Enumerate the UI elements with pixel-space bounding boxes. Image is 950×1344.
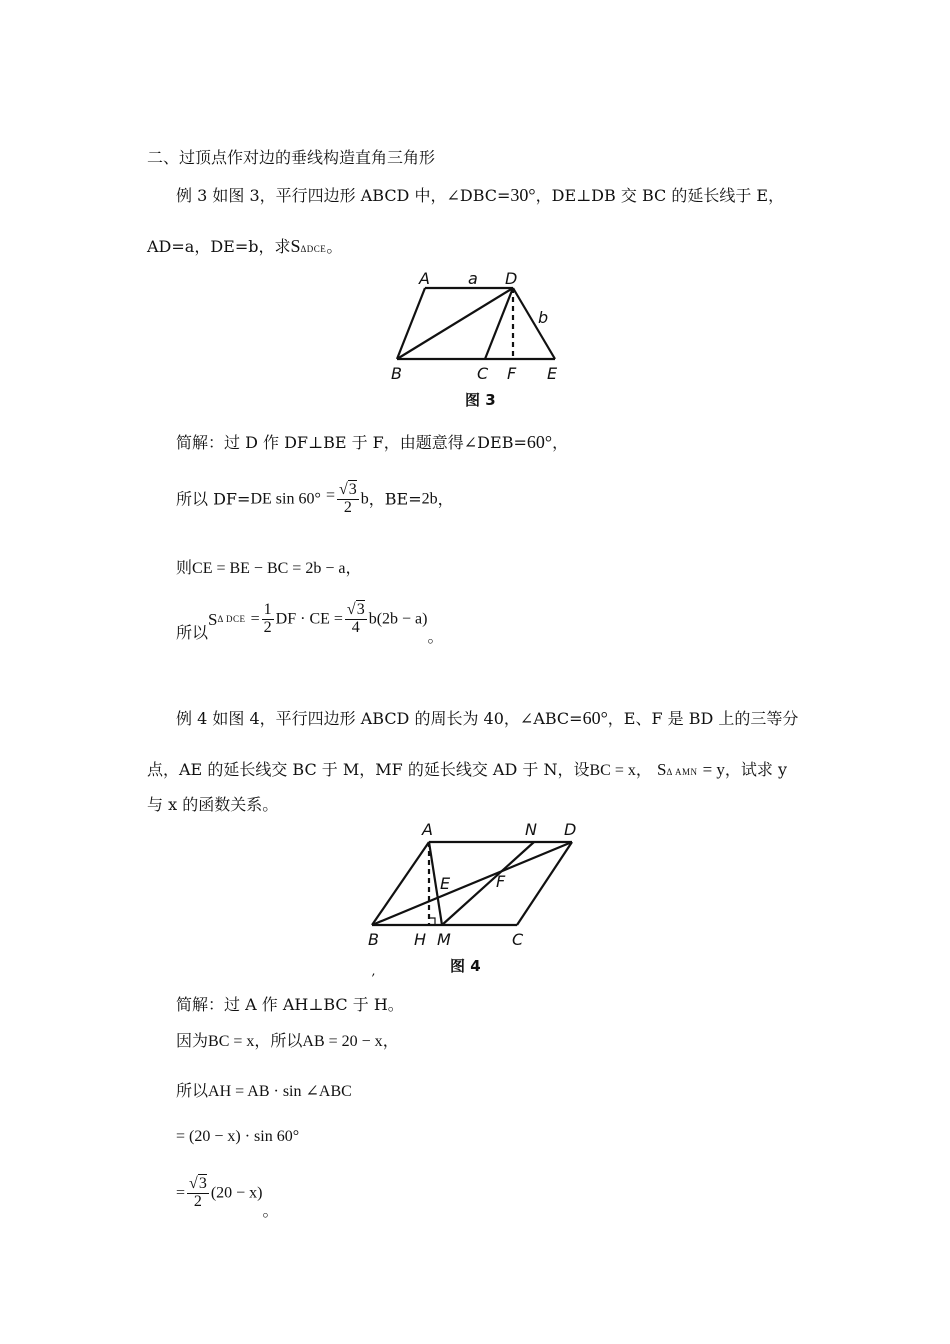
ex3-line1-a: 例 3 如图 3，平行四边形 ABCD 中，∠DBC= [176,186,511,205]
ex3-denominator-2b: 2 [263,618,272,636]
ex3-sol1-a: 简解：过 D 作 DF⊥BE 于 F，由题意得∠DEB= [176,433,527,452]
fig4-label-n: N [525,820,537,839]
fig3-label-b: B [391,364,402,383]
ex3-angle-deb: 60° [526,432,553,452]
ex3-sol2-end: ， [437,489,454,509]
ex3-area-subscript: ΔDCE [300,244,327,254]
ex3-sol4-end: 。 [427,626,444,646]
ex4-area-symbol: S [656,760,667,779]
ex4-solution-line1: 简解：过 A 作 AH⊥BC 于 H。 [176,995,404,1014]
ex3-sol4-equals: = [250,610,260,628]
ex3-sqrt3-b: 3 [356,601,365,618]
ex3-angle-dbc: 30° [510,185,536,205]
ex4-sol3-expr: AH = AB · sin ∠ABC [208,1083,352,1100]
ex3-be-value: 2b [421,490,438,508]
ex4-line2-b: ， [635,760,652,779]
fig3-diagonal-bd [397,288,513,359]
ex4-sol2-b: ，所以 [254,1031,303,1050]
ex4-sol5-end: 。 [262,1200,279,1220]
ex3-sol2-equals: = [325,487,335,504]
figure-3 [385,266,565,411]
ex3-area-symbol: S [290,236,301,256]
ex3-area-symbol-2: S [208,609,218,629]
ex4-solution-line3 [176,1078,352,1101]
ex3-area-subscript-2: Δ DCE [217,613,246,624]
ex4-sqrt3: 3 [198,1175,207,1192]
fig4-label-e: E [440,874,451,893]
fig3-edge-de [513,288,555,359]
ex4-area-eq: = y [702,760,725,779]
ex3-sol1-end: ， [552,433,569,452]
ex3-denominator-2: 2 [343,498,352,516]
fig3-label-c: C [477,364,489,383]
fig4-label-c: C [512,930,524,949]
ex4-solution-line2 [176,1028,399,1051]
fig4-line-mn [442,842,534,925]
ex3-sol2-b: ，BE= [368,489,422,509]
ex4-fraction-sqrt3-over-2: $\frac{√3}{2}$ [189,1175,207,1210]
fig3-label-a: A [419,269,430,288]
ex3-line2-end: 。 [326,237,343,256]
fig3-label-f: F [507,364,517,383]
ex3-sol4-a: 所以 [176,622,209,642]
ex3-sol3-expr: CE = BE − BC = 2b − a [192,560,346,577]
fig3-label-ad-length: a [468,269,478,288]
ex4-solution-line5 [176,1176,279,1219]
figure-4 [362,818,587,978]
ex4-line2-c: ，试求 y [724,760,788,779]
ex4-sol5-tail: (20 − x) [210,1184,263,1202]
ex3-sol4-mid: DF · CE = [275,610,343,628]
fig3-caption: 图 3 [465,391,496,409]
ex4-statement-line2 [147,757,787,780]
ex3-sqrt3: 3 [348,481,357,498]
ex3-denominator-4: 4 [351,618,360,636]
ex4-sol2-expr1: BC = x [208,1033,255,1050]
ex3-solution-line2 [176,482,454,517]
fig4-caption: 图 4 [450,957,481,975]
ex4-bc-eq: BC = x [589,762,636,779]
fig4-stray-mark: , [372,964,376,978]
ex4-sol2-expr2: AB = 20 − x [302,1033,383,1050]
ex4-line1-a: 例 4 如图 4，平行四边形 ABCD 的周长为 40，∠ABC= [176,709,583,728]
ex3-fraction-sqrt3-over-4: $\frac{√3}{4}$ [346,601,365,636]
fig4-label-a: A [422,820,433,839]
ex3-sol3-end: ， [345,558,362,577]
fig4-label-d: D [564,820,577,839]
fig3-label-d: D [505,269,518,288]
ex3-solution-line1 [176,430,568,453]
ex4-sol2-a: 因为 [176,1031,209,1050]
ex3-sol2-b-var: b [360,490,369,508]
ex3-sol4-tail: b(2b − a) [368,610,428,628]
ex4-solution-line4: = (20 − x) · sin 60° [176,1128,300,1145]
ex3-sol2-expr: DE sin 60° [250,490,321,508]
ex3-sol2-a: 所以 DF= [176,489,251,509]
ex3-line1-b: ，DE⊥DB 交 BC 的延长线于 E， [535,186,785,205]
ex4-sol3-a: 所以 [176,1081,209,1100]
ex4-line2-a: 点，AE 的延长线交 BC 于 M，MF 的延长线交 AD 于 N，设 [147,760,590,779]
ex3-sol3-a: 则 [176,558,193,577]
fig4-diagonal-bd [372,842,572,925]
ex4-area-subscript: Δ AMN [666,767,698,777]
ex4-sol5-equals: = [176,1184,186,1202]
ex4-angle-abc: 60° [582,708,608,728]
fig3-edge-ab [397,288,425,359]
ex3-numerator-1: 1 [263,601,272,618]
fig4-label-b: B [368,930,379,949]
ex4-line1-b: ，E、F 是 BD 上的三等分 [607,709,799,728]
ex3-fraction-sqrt3-over-2: $\frac{√3}{2}$ [338,481,357,516]
ex4-sol2-end: ， [382,1031,399,1050]
ex3-line2-a: AD=a，DE=b，求 [147,237,291,256]
fig3-edge-dc [485,288,513,359]
fig4-label-m: M [437,930,451,949]
ex4-denominator-2: 2 [193,1192,202,1210]
fig4-label-h: H [414,930,427,949]
ex3-statement-line1 [176,183,784,206]
ex3-fraction-half [262,602,274,637]
ex4-statement-line3: 与 x 的函数关系。 [147,795,279,814]
section-heading: 二、过顶点作对边的垂线构造直角三角形 [147,148,436,167]
fig3-label-e: E [547,364,558,383]
fig3-label-de-length: b [538,308,549,327]
ex4-statement-line1 [176,706,798,729]
ex3-solution-line3 [176,555,361,578]
ex3-solution-line4 [176,602,443,645]
fig4-label-f: F [496,872,506,891]
ex3-statement-line2 [147,234,342,257]
